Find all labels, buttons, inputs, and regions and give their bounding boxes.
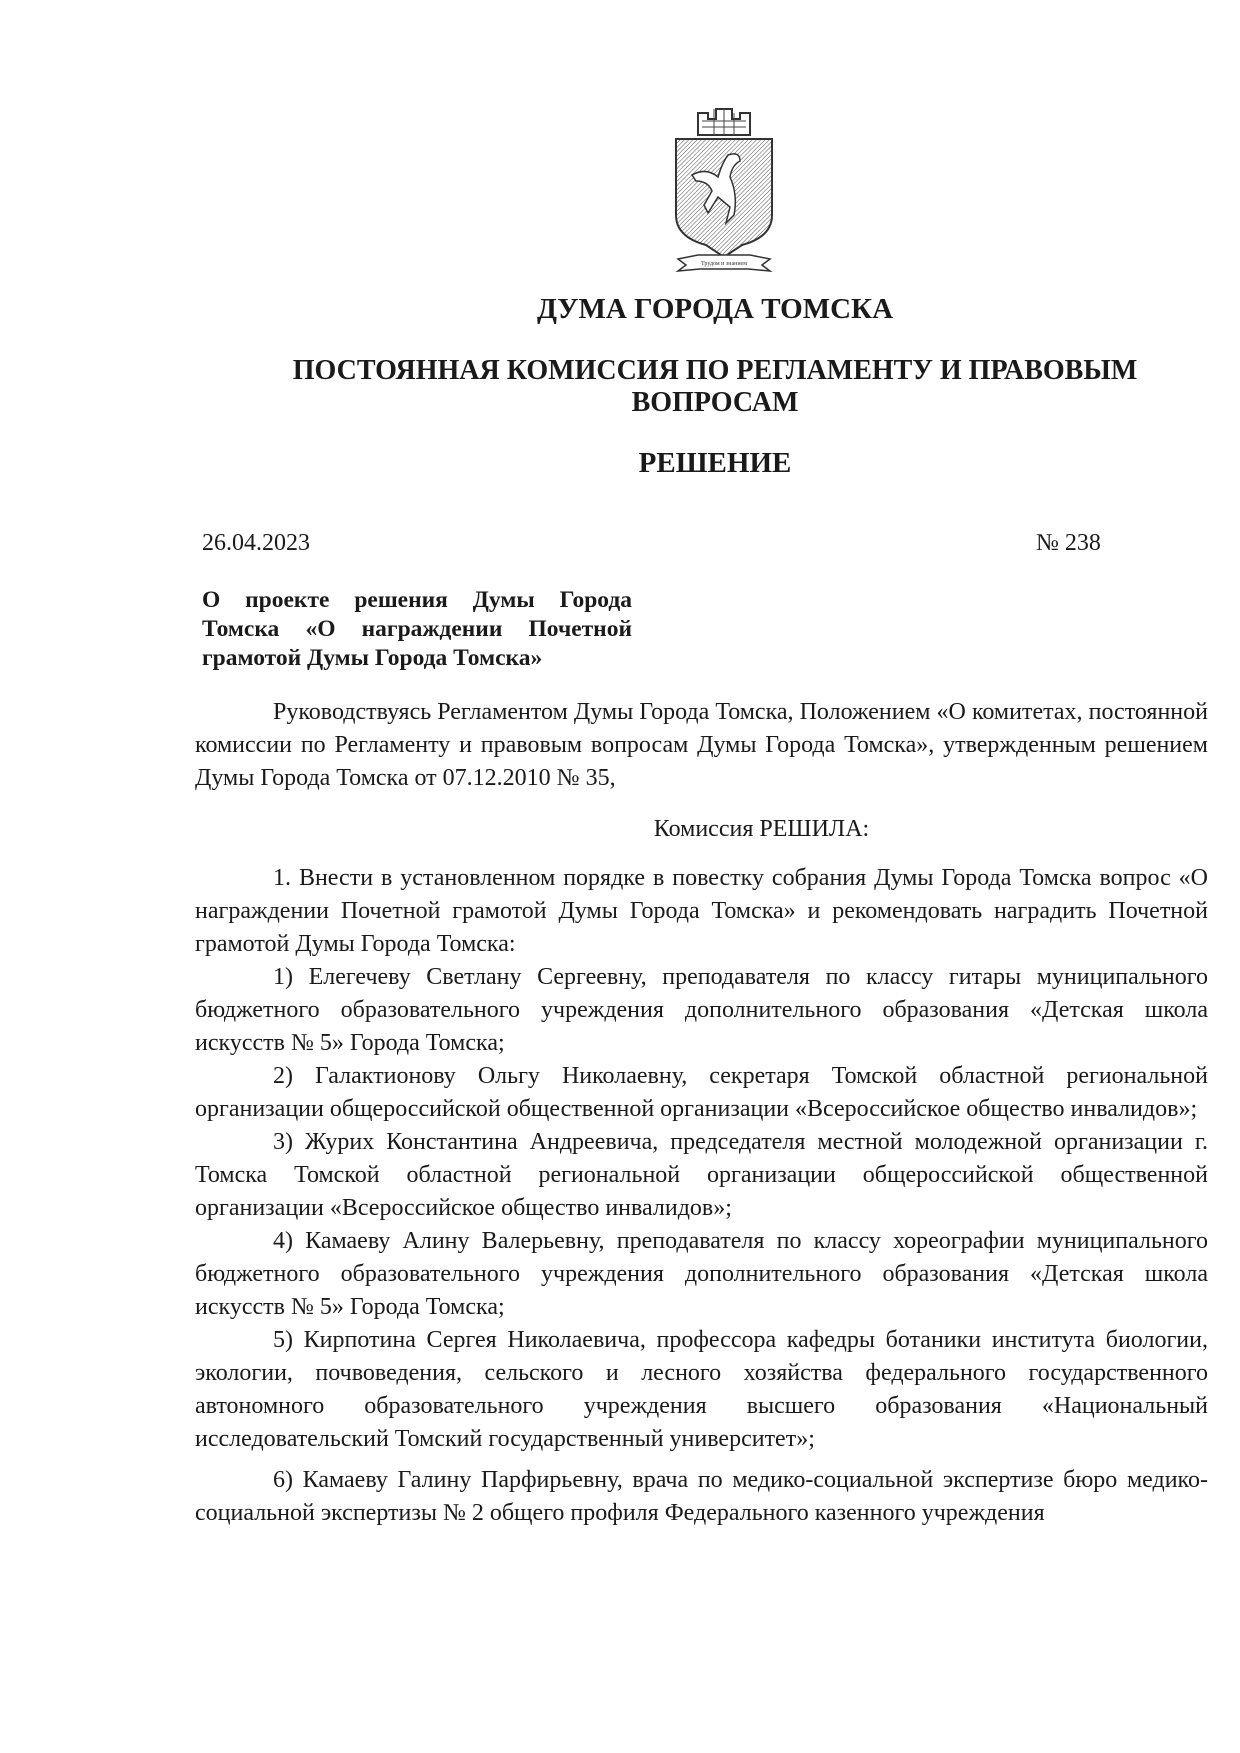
preamble-paragraph: Руководствуясь Регламентом Думы Города Томска, Положением «О комитетах, постоянной комиссии по Регламенту и правовым вопросам Думы Города Томска», утвержденным решением Думы Города Томска от 07.12.2010 № 35, <box>195 699 1208 791</box>
emblem-motto: Трудом и знанием <box>700 261 748 267</box>
list-item: 6) Камаеву Галину Парфирьевну, врача по медико-социальной экспертизе бюро медико-социальной экспертизы № 2 общего профиля Федерального казенного учреждения <box>195 1467 1208 1526</box>
document-subject: О проекте решения Думы Города Томска «О награждении Почетной грамотой Думы Города Томска» <box>202 587 632 671</box>
document-type: РЕШЕНИЕ <box>638 447 792 479</box>
commission-title-line1: ПОСТОЯННАЯ КОМИССИЯ ПО РЕГЛАМЕНТУ И ПРАВОВЫМ <box>292 355 1138 386</box>
list-item: 2) Галактионову Ольгу Николаевну, секретаря Томской областной региональной организации общероссийской общественной организации «Всероссийское общество инвалидов»; <box>195 1063 1208 1122</box>
list-item: 4) Камаеву Алину Валерьевну, преподавателя по классу хореографии муниципального бюджетного образовательного учреждения дополнительного образования «Детская школа искусств № 5» Города Томска; <box>195 1228 1208 1320</box>
item-1-paragraph: 1. Внести в установленном порядке в повестку собрания Думы Города Томска вопрос «О награждении Почетной грамотой Думы Города Томска» и рекомендовать наградить Почетной грамотой Думы Города Томска: <box>195 865 1208 957</box>
commission-title-line2: ВОПРОСАМ <box>631 387 799 418</box>
commission-title <box>0 355 1240 419</box>
coat-of-arms-emblem <box>668 105 780 277</box>
document-number: № 238 <box>1036 530 1101 556</box>
document-date: 26.04.2023 <box>202 530 310 556</box>
document-body <box>195 696 1208 1530</box>
list-item: 3) Журих Константина Андреевича, председателя местной молодежной организации г. Томска Томской областной региональной организации общероссийской общественной организации «Всероссийское общество инвалидов»; <box>195 1129 1208 1221</box>
list-item: 5) Кирпотина Сергея Николаевича, профессора кафедры ботаники института биологии, экологии, почвоведения, сельского и лесного хозяйства федерального государственного автономного образовательного учреждения высшего образования «Национальный исследовательский Томский государственный университет»; <box>195 1327 1208 1452</box>
org-title: ДУМА ГОРОДА ТОМСКА <box>536 293 894 325</box>
resolved-heading: Комиссия РЕШИЛА: <box>653 816 870 842</box>
list-item: 1) Елегечеву Светлану Сергеевну, преподавателя по классу гитары муниципального бюджетного образовательного учреждения дополнительного образования «Детская школа искусств № 5» Города Томска; <box>195 964 1208 1056</box>
